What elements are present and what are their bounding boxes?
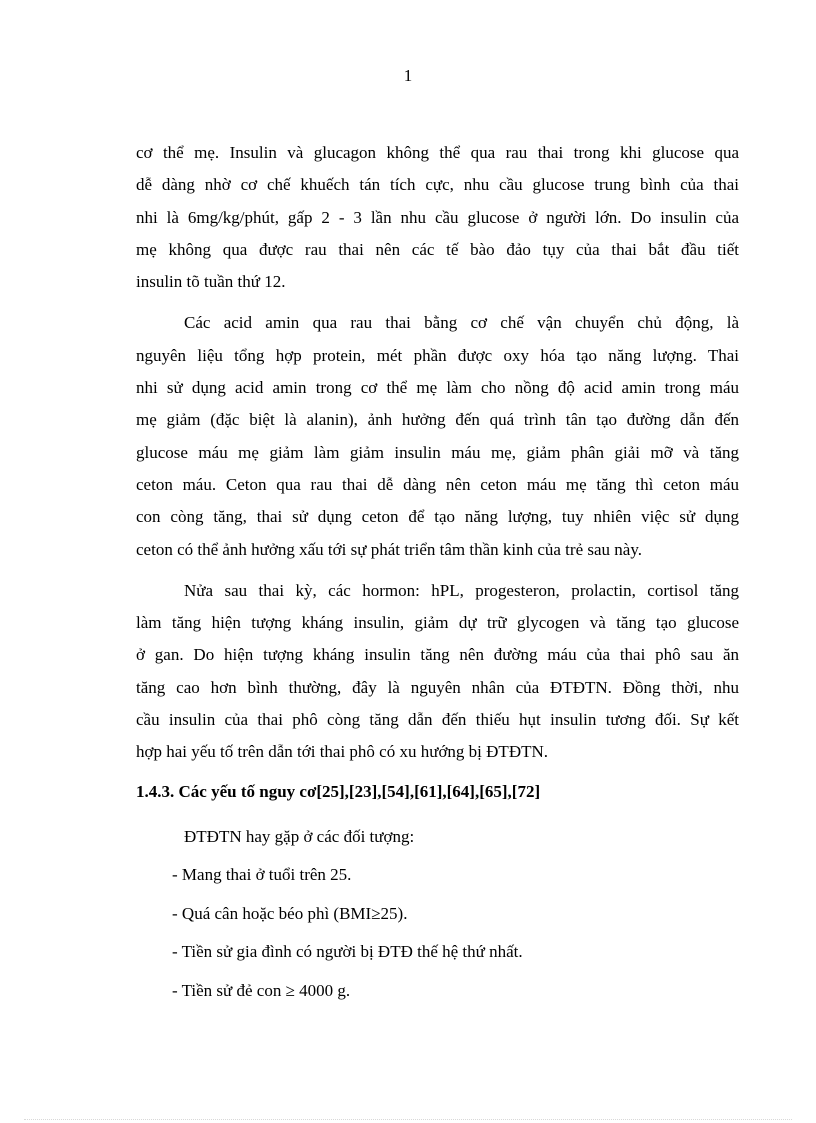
text-line: glucose máu mẹ giảm làm giảm insulin máu mẹ, giảm phân giải mỡ và tăng [136, 442, 739, 462]
text-line: mẹ không qua được rau thai nên các tế bào đảo tụy của thai bắt đầu tiết [136, 239, 739, 259]
risk-item: - Tiền sử gia đình có người bị ĐTĐ thế hệ thứ nhất. [172, 942, 523, 962]
risk-intro: ĐTĐTN hay gặp ở các đối tượng: [184, 826, 415, 846]
text-line: ceton máu. Ceton qua rau thai dễ dàng nên ceton máu mẹ tăng thì ceton máu [136, 474, 739, 494]
page-bottom-divider [24, 1119, 792, 1120]
text-line: nhi là 6mg/kg/phút, gấp 2 - 3 lần nhu cầu glucose ở người lớn. Do insulin của [136, 207, 739, 227]
document-body [136, 137, 739, 1010]
text-line: Nửa sau thai kỳ, các hormon: hPL, progesteron, prolactin, cortisol tăng [184, 580, 739, 600]
text-line: ở gan. Do hiện tượng kháng insulin tăng nên đường máu của thai phô sau ăn [136, 645, 739, 665]
paragraph-second-half [136, 575, 739, 769]
text-line: cầu insulin của thai phô còng tăng dẫn đến thiếu hụt insulin tương đối. Sự kết [136, 710, 739, 730]
section-heading: 1.4.3. Các yếu tố nguy cơ[25],[23],[54],[61],[64],[65],[72] [136, 781, 541, 801]
text-line: cơ thể mẹ. Insulin và glucagon không thể qua rau thai trong khi glucose qua [136, 143, 739, 162]
text-line: con còng tăng, thai sử dụng ceton để tạo năng lượng, tuy nhiên việc sử dụng [136, 507, 739, 527]
text-line: nguyên liệu tổng hợp protein, mét phần được oxy hóa tạo năng lượng. Thai [136, 345, 739, 365]
paragraph-amino-acids [136, 307, 739, 565]
text-line: insulin tõ tuần thứ 12. [136, 272, 286, 292]
text-line: Các acid amin qua rau thai bằng cơ chế vận chuyển chủ động, là [184, 313, 739, 333]
text-line: nhi sử dụng acid amin trong cơ thể mẹ làm cho nồng độ acid amin trong máu [136, 378, 739, 398]
text-line: tăng cao hơn bình thường, đây là nguyên nhân của ĐTĐTN. Đồng thời, nhu [136, 677, 739, 697]
risk-item: - Mang thai ở tuổi trên 25. [172, 865, 352, 885]
text-line: dễ dàng nhờ cơ chế khuếch tán tích cực, nhu cầu glucose trung bình của thai [136, 175, 739, 195]
page-number: 1 [403, 66, 413, 85]
risk-item: - Quá cân hoặc béo phì (BMI≥25). [172, 903, 408, 923]
risk-item: - Tiền sử đẻ con ≥ 4000 g. [172, 980, 351, 1000]
text-line: mẹ giảm (đặc biệt là alanin), ảnh hưởng đến quá trình tân tạo đường dẫn đến [136, 410, 739, 430]
text-line: ceton có thể ảnh hưởng xấu tới sự phát triển tâm thần kinh của trẻ sau này. [136, 539, 642, 559]
text-line: làm tăng hiện tượng kháng insulin, giảm dự trữ glycogen và tăng tạo glucose [136, 613, 739, 633]
text-line: hợp hai yếu tố trên dẫn tới thai phô có xu hướng bị ĐTĐTN. [136, 742, 549, 762]
paragraph-placental-transfer [136, 137, 739, 298]
